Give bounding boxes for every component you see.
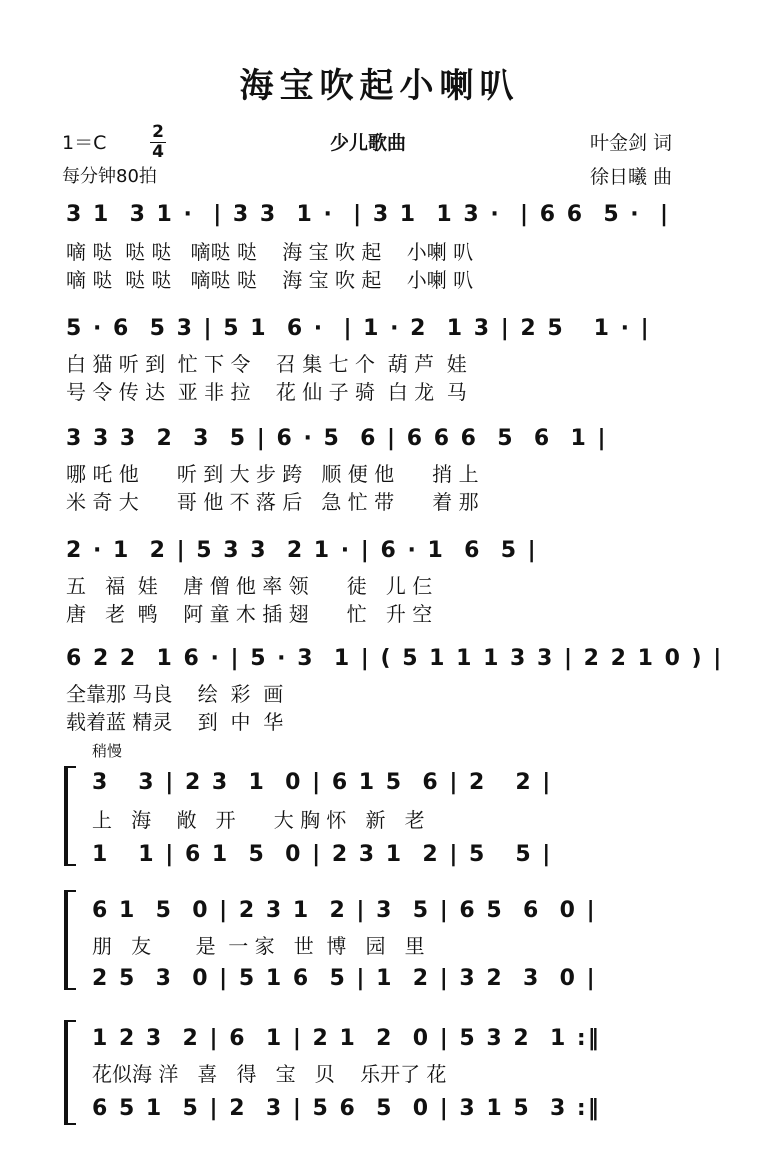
lyric-line: 上 海 敞 开 大 胸 怀 新 老 bbox=[92, 808, 425, 832]
lyric-line: 哪 吒 他 听 到 大 步 跨 顺 便 他 捎 上 bbox=[66, 462, 479, 486]
lyric-line: 嘀 哒 哒 哒 嘀哒 哒 海 宝 吹 起 小喇 叭 bbox=[66, 268, 474, 292]
notation-line: 6 2 2 1 6 · | 5 · 3 1 | ( 5 1 1 1 3 3 | 2 2 1 0 ) | bbox=[66, 646, 724, 671]
tempo: 每分钟80拍 bbox=[62, 166, 157, 187]
lower-part-line: 1 1 | 6 1 5 0 | 2 3 1 2 | 5 5 | bbox=[92, 842, 553, 867]
lyricist: 叶金剑 词 bbox=[590, 132, 673, 154]
lower-part-line: 6 5 1 5 | 2 3 | 5 6 5 0 | 3 1 5 3 :‖ bbox=[92, 1096, 601, 1121]
lyric-line: 朋 友 是 一 家 世 博 园 里 bbox=[92, 934, 425, 958]
song-title: 海宝吹起小喇叭 bbox=[239, 66, 520, 106]
notation-line: 3 1 3 1 · | 3 3 1 · | 3 1 1 3 · | 6 6 5 · | bbox=[66, 202, 670, 227]
lower-part-line: 2 5 3 0 | 5 1 6 5 | 1 2 | 3 2 3 0 | bbox=[92, 966, 597, 991]
time-sig-numerator: 2 bbox=[152, 122, 164, 142]
lyric-line: 载着蓝 精灵 到 中 华 bbox=[66, 710, 284, 734]
notation-line: 2 · 1 2 | 5 3 3 2 1 · | 6 · 1 6 5 | bbox=[66, 538, 538, 563]
lyric-line: 白 猫 听 到 忙 下 令 召 集 七 个 葫 芦 娃 bbox=[66, 352, 467, 376]
lyric-line: 唐 老 鸭 阿 童 木 插 翅 忙 升 空 bbox=[66, 602, 433, 626]
notation-line: 5 · 6 5 3 | 5 1 6 · | 1 · 2 1 3 | 2 5 1 · | bbox=[66, 316, 651, 341]
system-bracket bbox=[64, 766, 68, 866]
tempo-marking: 稍慢 bbox=[92, 742, 123, 760]
notation-line: 3 3 | 2 3 1 0 | 6 1 5 6 | 2 2 | bbox=[92, 770, 553, 795]
lyric-line: 嘀 哒 哒 哒 嘀哒 哒 海 宝 吹 起 小喇 叭 bbox=[66, 240, 474, 264]
lyric-line: 米 奇 大 哥 他 不 落 后 急 忙 带 着 那 bbox=[66, 490, 479, 514]
genre: 少儿歌曲 bbox=[330, 132, 407, 154]
key-signature: 1＝C bbox=[62, 132, 107, 154]
lyric-line: 五 福 娃 唐 僧 他 率 领 徒 儿 仨 bbox=[66, 574, 433, 598]
notation-line: 3 3 3 2 3 5 | 6 · 5 6 | 6 6 6 5 6 1 | bbox=[66, 426, 608, 451]
system-bracket bbox=[64, 1020, 68, 1125]
composer: 徐日曦 曲 bbox=[590, 166, 673, 188]
notation-line: 1 2 3 2 | 6 1 | 2 1 2 0 | 5 3 2 1 :‖ bbox=[92, 1026, 601, 1051]
notation-line: 6 1 5 0 | 2 3 1 2 | 3 5 | 6 5 6 0 | bbox=[92, 898, 597, 923]
lyric-line: 号 令 传 达 亚 非 拉 花 仙 子 骑 白 龙 马 bbox=[66, 380, 467, 404]
lyric-line: 花似海 洋 喜 得 宝 贝 乐开了 花 bbox=[92, 1062, 447, 1086]
time-sig-denominator: 4 bbox=[152, 142, 164, 162]
system-bracket bbox=[64, 890, 68, 990]
time-signature bbox=[150, 124, 166, 161]
lyric-line: 全靠那 马良 绘 彩 画 bbox=[66, 682, 284, 706]
